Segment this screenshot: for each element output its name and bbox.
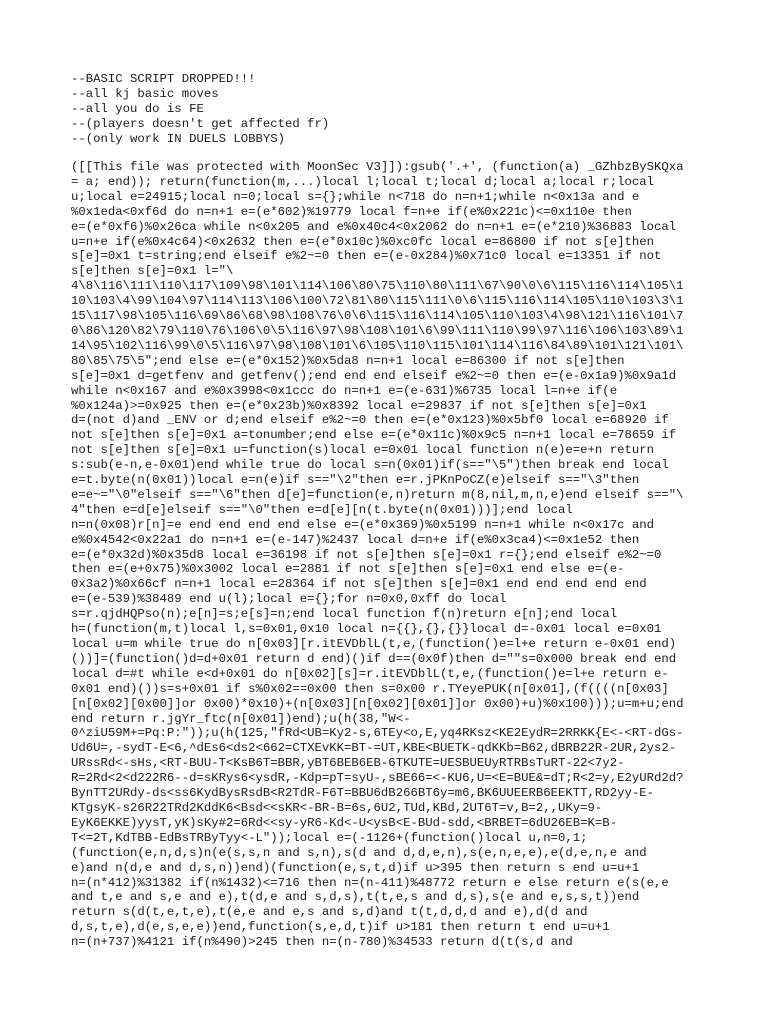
header-comments: --BASIC SCRIPT DROPPED!!! --all kj basic moves --all you do is FE --(players doesn't get affected fr) --(only work IN DUELS LOBBYS) xyxy=(71,72,330,146)
obfuscated-script-body: ([[This file was protected with MoonSec V3]]):gsub('.+', (function(a) _GZhbzBySKQxa = a; end)); return(function(m,...)local l;local t;local d;local a;local r;local u;local e=24915;local n=0;local s={};while n<718 do n=n+1;while n<0x13a and e %0x1eda<0xf6d do n=n+1 e=(e*602)%19779 local f=n+e if(e%0x221c)<=0x110e then e=(e*0xf6)%0x26ca while n<0x205 and e%0x40c4<0x2062 do n=n+1 e=(e*210)%36883 local u=n+e if(e%0x4c64)<0x2632 then e=(e*0x10c)%0xc0fc local e=86800 if not s[e]then s[e]=0x1 t=string;end elseif e%2~=0 then e=(e-0x284)%0x71c0 local e=13351 if not s[e]then s[e]=0x1 l="\ 4\8\116\111\110\117\109\98\101\114\106\80\75\110\80\111\67\90\0\6\115\116\114\105\1 10\103\4\99\104\97\114\113\106\100\72\81\80\115\111\0\6\115\116\114\105\110\103\3\1 15\117\98\105\116\69\86\68\98\108\76\0\6\115\116\114\105\110\103\4\98\121\116\101\7 0\86\120\82\79\110\76\106\0\5\116\97\98\108\101\6\99\111\110\99\97\116\106\103\89\1 14\95\102\116\99\0\5\116\97\98\108\101\6\105\110\115\101\114\116\84\89\101\121\101\ 80\85\75\5";end else e=(e*0x152)%0x5da8 n=n+1 local e=86300 if not s[e]then s[e]=0x1 d=getfenv and getfenv();end end end elseif e%2~=0 then e=(e-0x1a9)%0x9a1d while n<0x167 and e%0x3998<0x1ccc do n=n+1 e=(e-631)%6735 local l=n+e if(e %0x124a)>=0x925 then e=(e*0x23b)%0x8392 local e=29837 if not s[e]then s[e]=0x1 d=(not d)and _ENV or d;end elseif e%2~=0 then e=(e*0x123)%0x5bf0 local e=68920 if not s[e]then s[e]=0x1 a=tonumber;end else e=(e*0x11c)%0x9c5 n=n+1 local e=78659 if not s[e]then s[e]=0x1 u=function(s)local e=0x01 local function n(e)e=e+n return s:sub(e-n,e-0x01)end while true do local s=n(0x01)if(s=="\5")then break end local e=t.byte(n(0x01))local e=n(e)if s=="\2"then e=r.jPKnPoCZ(e)elseif s=="\3"then e=e~="\0"elseif s=="\6"then d[e]=function(e,n)return m(8,nil,m,n,e)end elseif s=="\ 4"then e=d[e]elseif s=="\0"then e=d[e][n(t.byte(n(0x01)))];end local n=n(0x08)r[n]=e end end end end else e=(e*0x369)%0x5199 n=n+1 while n<0x17c and e%0x4542<0x22a1 do n=n+1 e=(e-147)%2437 local d=n+e if(e%0x3ca4)<=0x1e52 then e=(e*0x32d)%0x35d8 local e=36198 if not s[e]then s[e]=0x1 r={};end elseif e%2~=0 then e=(e+0x75)%0x3002 local e=2881 if not s[e]then s[e]=0x1 end else e=(e- 0x3a2)%0x66cf n=n+1 local e=28364 if not s[e]then s[e]=0x1 end end end end end e=(e-539)%38489 end u(l);local e={};for n=0x0,0xff do local s=r.qjdHQPso(n);e[n]=s;e[s]=n;end local function f(n)return e[n];end local h=(function(m,t)local l,s=0x01,0x10 local n={{},{},{}}local d=-0x01 local e=0x01 local u=m while true do n[0x03][r.itEVDblL(t,e,(function()e=l+e return e-0x01 end) ())]=(function()d=d+0x01 return d end)()if d==(0x0f)then d=""s=0x000 break end end local d=#t while e<d+0x01 do n[0x02][s]=r.itEVDblL(t,e,(function()e=l+e return e- 0x01 end)())s=s+0x01 if s%0x02==0x00 then s=0x00 r.TYeyePUK(n[0x01],(f((((n[0x03] [n[0x02][0x00]]or 0x00)*0x10)+(n[0x03][n[0x02][0x01]]or 0x00)+u)%0x100)));u=m+u;end end return r.jgYr_ftc(n[0x01])end);u(h(38,"W<- 0^ziU59M+=Pq:P:"));u(h(125,"fRd<UB=Ky2-s,6TEy<o,E,yq4RKsz<KE2EydR=2RRKK{E<-<RT-dGs- Ud6U=,-sydT-E<6,^dEs6<ds2<662=CTXEvKK=BT-=UT,KBE<BUETK-qdKKb=B62,dBRB22R-2UR,2ys2- URssRd<-sHs,<RT-BUU-T<KsB6T=BBR,yBT6BEB6EB-6TKUTE=UESBUEUyRTRBsTuRT-22<7y2- R=2Rd<2<d222R6--d=sKRys6<ysdR,-Kdp=pT=syU-,sBE66=<-KU6,U=<E=BUE&=dT;R<2=y,E2yURd2d? BynTT2URdy-ds<ss6KydBysRsdB<R2TdR-F6T=BBU6dB266BT6y=m6,BK6UUEERB6EEKTT,RD2yy-E- KTgsyK-s26R22TRd2KddK6<Bsd<<sKR<-BR-B=6s,6U2,TUd,KBd,2UT6T=v,B=2,,UKy=9- EyK6EKKE)yysT,yK)sKy#2=6Rd<<sy-yR6-Kd<-U<ysB<E-BUd-sdd,<BRBET=6dU26EB=K=B- T<=2T,KdTBB-EdBsTRByTyy<-L"));local e=(-1126+(function()local u,n=0,1; (function(e,n,d,s)n(e(s,s,n and s,n),s(d and d,d,e,n),s(e,n,e,e),e(d,e,n,e and e)and n(d,e and d,s,n))end)(function(e,s,t,d)if u>395 then return s end u=u+1 n=(n*412)%31382 if(n%1432)<=716 then n=(n-411)%48772 return e else return e(s(e,e and t,e and s,e and e),t(d,e and s,d,s),t(t,e,s and d,s),s(e and e,s,s,t))end return s(d(t,e,t,e),t(e,e and e,s and s,d)and t(t,d,d,d and e),d(d and d,s,t,e),d(e,s,e,e))end,function(s,e,d,t)if u>181 then return t end u=u+1 n=(n+737)%4121 if(n%490)>245 then n=(n-780)%34533 return d(t(s,d and xyxy=(71,160,684,950)
